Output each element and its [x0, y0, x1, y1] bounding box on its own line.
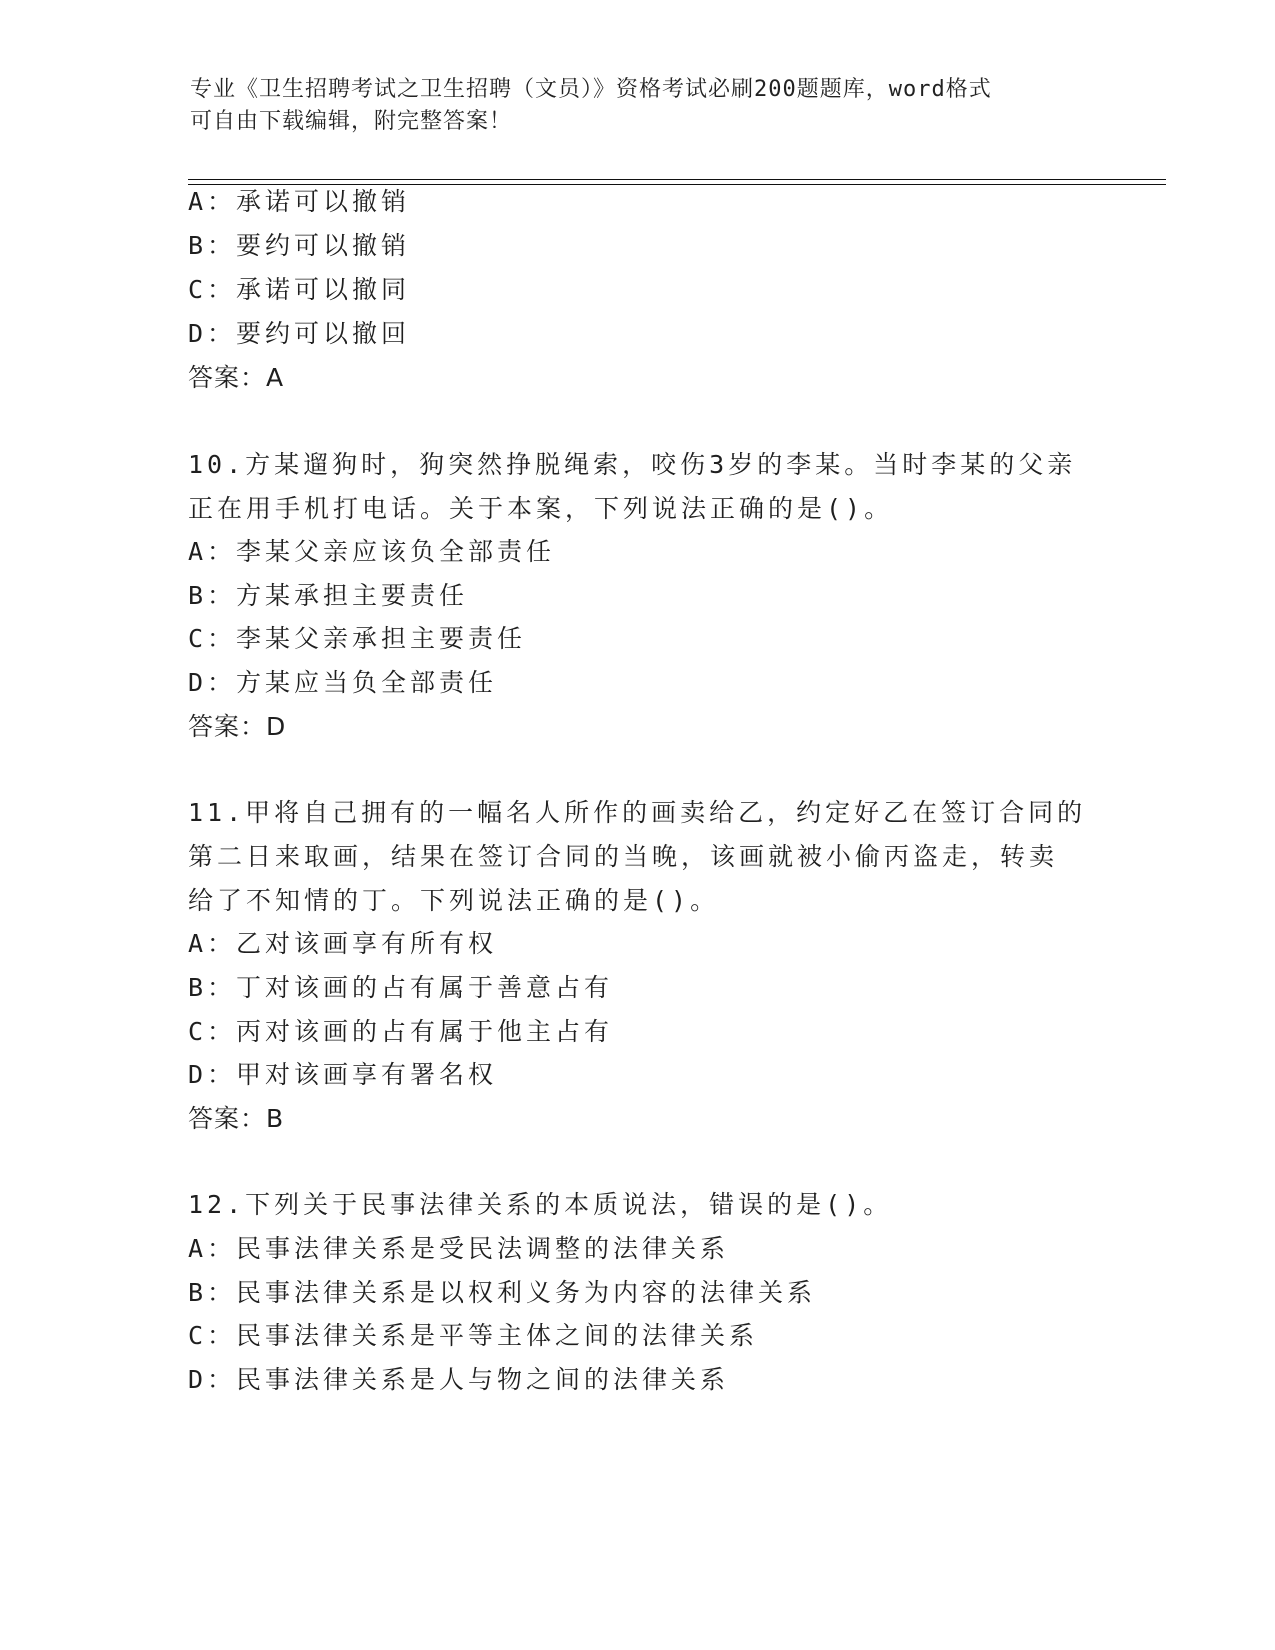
q11-stem-1: 11.甲将自己拥有的一幅名人所作的画卖给乙，约定好乙在签订合同的 [188, 798, 1087, 827]
q10-answer: 答案：D [188, 712, 287, 741]
q10-option-c: C：李某父亲承担主要责任 [188, 624, 527, 653]
q9-option-a: A：承诺可以撤销 [188, 187, 411, 216]
q11-option-c: C：丙对该画的占有属于他主占有 [188, 1017, 614, 1046]
q11-option-a: A：乙对该画享有所有权 [188, 929, 498, 958]
header-line-2: 可自由下载编辑，附完整答案！ [190, 109, 513, 134]
q12-option-c: C：民事法律关系是平等主体之间的法律关系 [188, 1321, 759, 1350]
q9-answer: 答案：A [188, 363, 285, 392]
header-rule-bottom [188, 184, 1166, 185]
q11-option-b: B：丁对该画的占有属于善意占有 [188, 973, 614, 1002]
q11-option-d: D：甲对该画享有署名权 [188, 1060, 498, 1089]
q9-option-c: C：承诺可以撤同 [188, 275, 411, 304]
q11-stem-2: 第二日来取画，结果在签订合同的当晚，该画就被小偷丙盗走，转卖 [188, 842, 1059, 871]
q9-option-b: B：要约可以撤销 [188, 231, 411, 260]
q10-stem-2: 正在用手机打电话。关于本案，下列说法正确的是()。 [188, 494, 894, 523]
q10-option-d: D：方某应当负全部责任 [188, 668, 498, 697]
q12-option-b: B：民事法律关系是以权利义务为内容的法律关系 [188, 1278, 817, 1307]
q10-stem-1: 10.方某遛狗时，狗突然挣脱绳索，咬伤3岁的李某。当时李某的父亲 [188, 450, 1077, 479]
q12-option-d: D：民事法律关系是人与物之间的法律关系 [188, 1365, 730, 1394]
q12-stem-1: 12.下列关于民事法律关系的本质说法，错误的是()。 [188, 1190, 893, 1219]
document-header [190, 74, 1090, 138]
q9-option-d: D：要约可以撤回 [188, 319, 411, 348]
header-rule-top [188, 179, 1166, 180]
q12-option-a: A：民事法律关系是受民法调整的法律关系 [188, 1234, 730, 1263]
header-line-1: 专业《卫生招聘考试之卫生招聘（文员）》资格考试必刷200题题库，word格式 [190, 77, 992, 102]
q10-option-b: B：方某承担主要责任 [188, 581, 469, 610]
q11-stem-3: 给了不知情的丁。下列说法正确的是()。 [188, 886, 720, 915]
q11-answer: 答案：B [188, 1104, 285, 1133]
q10-option-a: A：李某父亲应该负全部责任 [188, 537, 556, 566]
